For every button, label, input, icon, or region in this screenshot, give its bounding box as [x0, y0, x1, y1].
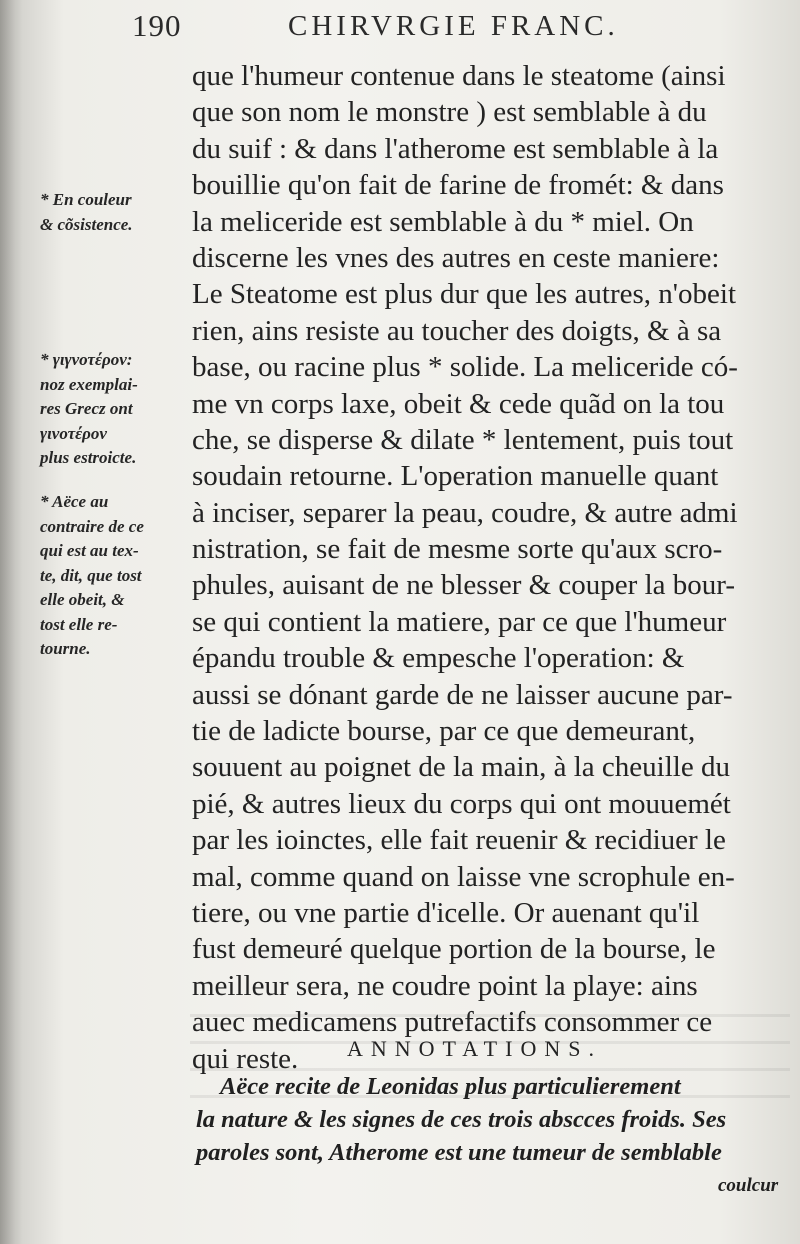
- margin-note-greek: [40, 348, 188, 471]
- margin-note-line: res Grecz ont: [40, 399, 133, 418]
- text-line: aussi se dónant garde de ne laisser aucune par-: [192, 678, 733, 711]
- text-line: bouillie qu'on fait de farine de fromét: & dans: [192, 169, 724, 202]
- text-line: soudain retourne. L'operation manuelle quant: [192, 460, 719, 493]
- text-line: se qui contient la matiere, par ce que l'humeur: [192, 605, 727, 638]
- annotations-heading: ANNOTATIONS.: [347, 1036, 602, 1061]
- text-line: auec medicamens putrefactifs consommer ce: [192, 1006, 713, 1039]
- running-title: CHIRVRGIE FRANC.: [288, 10, 619, 42]
- margin-note-color: [40, 188, 188, 237]
- margin-note-line: tourne.: [40, 639, 91, 658]
- text-line: mal, comme quand on laisse vne scrophule en-: [192, 860, 735, 893]
- margin-note-line: noz exemplai-: [40, 374, 138, 394]
- text-line: que son nom le monstre ) est semblable à du: [192, 96, 707, 129]
- text-line: base, ou racine plus * solide. La meliceride có-: [192, 351, 738, 384]
- margin-note-line: qui est au tex-: [40, 541, 139, 560]
- gutter-shadow: [0, 0, 22, 1244]
- margin-note-line: contraire de ce: [40, 516, 144, 536]
- annotation-line: la nature & les signes de ces trois abscces froids. Ses: [196, 1106, 727, 1133]
- margin-note-line: * γιγνοτέρον:: [40, 350, 133, 369]
- margin-note-line: γινοτέρον: [40, 423, 107, 443]
- page-number: 190: [132, 8, 182, 43]
- text-line: la meliceride est semblable à du * miel. On: [192, 205, 694, 238]
- margin-note-line: * En couleur: [40, 190, 132, 209]
- text-line: fust demeuré quelque portion de la bourse, le: [192, 933, 716, 966]
- text-line: épandu trouble & empesche l'operation: &: [192, 642, 685, 675]
- text-line: que l'humeur contenue dans le steatome (ainsi: [192, 60, 726, 92]
- text-line: souuent au poignet de la main, à la cheuille du: [192, 751, 730, 784]
- text-line: tie de ladicte bourse, par ce que demeurant,: [192, 715, 696, 748]
- margin-note-line: te, dit, que tost: [40, 565, 142, 585]
- annotation-line: Aëce recite de Leonidas plus particulierement: [220, 1073, 681, 1100]
- margin-note-line: & cõsistence.: [40, 214, 133, 234]
- main-text-block: [192, 58, 792, 1077]
- text-line: phules, auisant de ne blesser & couper la bour-: [192, 569, 735, 602]
- text-line: nistration, se fait de mesme sorte qu'aux scro-: [192, 533, 723, 566]
- text-line: discerne les vnes des autres en ceste maniere:: [192, 241, 720, 274]
- margin-note-line: * Aëce au: [40, 492, 109, 511]
- text-line: rien, ains resiste au toucher des doigts, & à sa: [192, 314, 722, 347]
- text-line: à inciser, separer la peau, coudre, & autre admi: [192, 496, 738, 529]
- text-line: qui reste.: [192, 1042, 299, 1075]
- margin-note-aece: [40, 490, 188, 662]
- text-line: tiere, ou vne partie d'icelle. Or auenant qu'il: [192, 896, 700, 929]
- margin-note-line: tost elle re-: [40, 614, 118, 634]
- text-line: me vn corps laxe, obeit & cede quãd on la tou: [192, 387, 725, 420]
- text-line: Le Steatome est plus dur que les autres, n'obeit: [192, 278, 737, 311]
- annotations-block: [196, 1070, 800, 1202]
- margin-note-line: elle obeit, &: [40, 590, 125, 609]
- text-line: pié, & autres lieux du corps qui ont mouuemét: [192, 787, 731, 820]
- text-line: du suif : & dans l'atherome est semblable à la: [192, 132, 719, 165]
- text-line: par les ioinctes, elle fait reuenir & recidiuer le: [192, 824, 726, 857]
- text-line: meilleur sera, ne coudre point la playe: ains: [192, 969, 698, 1002]
- annotation-line: paroles sont, Atherome est une tumeur de semblable: [196, 1139, 722, 1166]
- margin-note-line: plus estroicte.: [40, 448, 137, 467]
- catchword: coulcur: [718, 1175, 779, 1196]
- text-line: che, se disperse & dilate * lentement, puis tout: [192, 423, 734, 456]
